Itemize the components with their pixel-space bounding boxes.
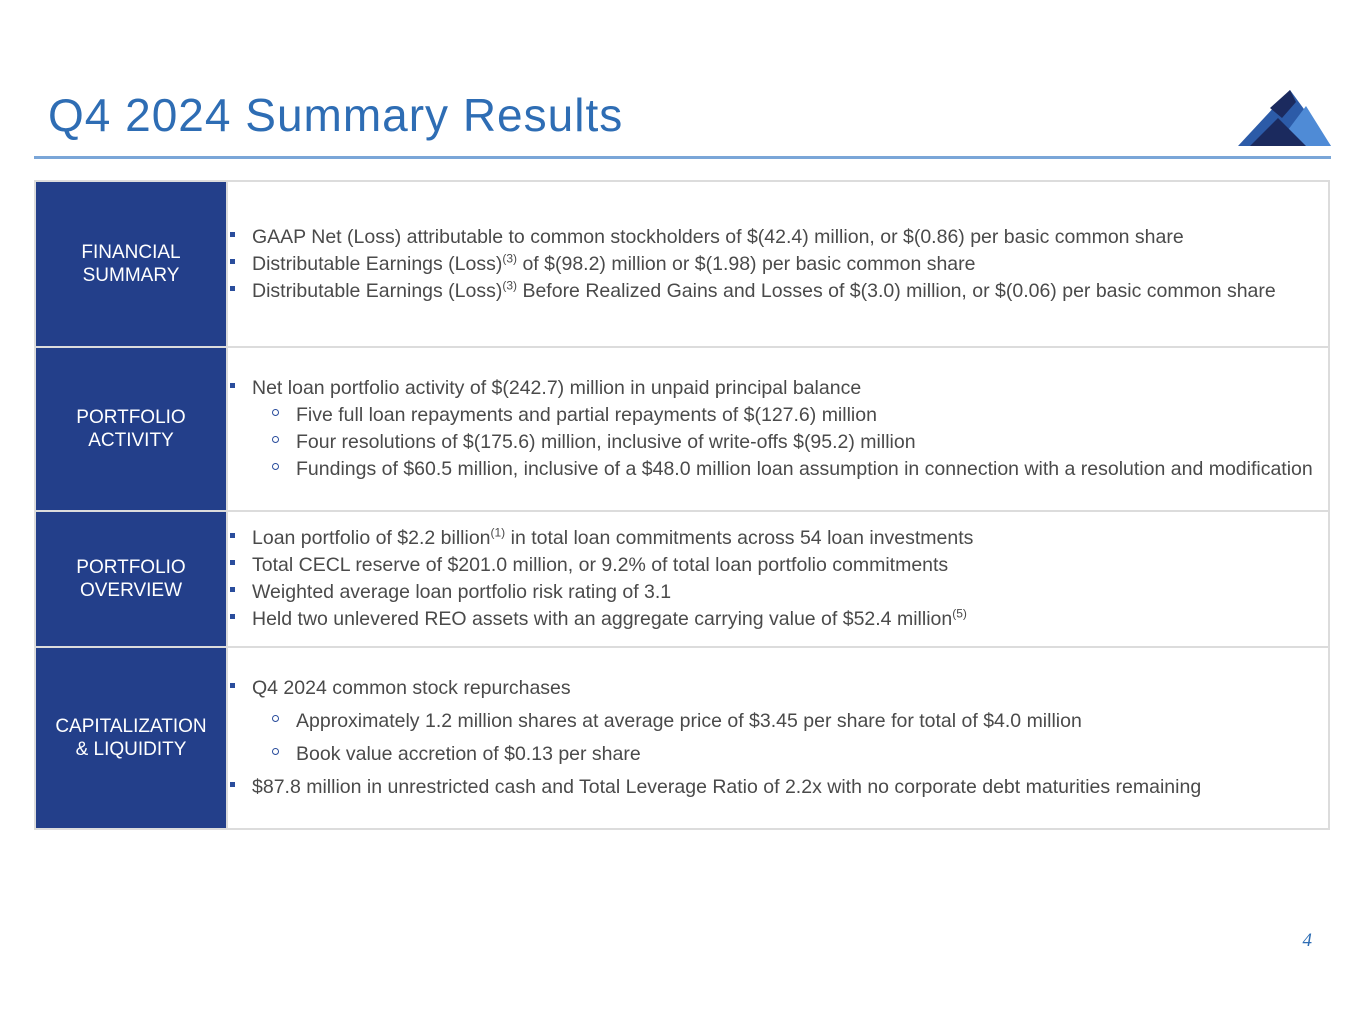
bullet-text: Book value accretion of $0.13 per share	[296, 743, 641, 765]
bullet-text: $87.8 million in unrestricted cash and Total Leverage Ratio of 2.2x with no corporate debt maturities remaining	[252, 776, 1202, 798]
bullet-text: Four resolutions of $(175.6) million, inclusive of write-offs $(95.2) million	[296, 431, 916, 453]
section-label: CAPITALIZATION & LIQUIDITY	[35, 647, 227, 829]
footnote-ref: (3)	[502, 278, 518, 292]
section-label: PORTFOLIO OVERVIEW	[35, 511, 227, 647]
page-number: 4	[1302, 930, 1312, 951]
section-portfolio-activity	[35, 347, 1329, 511]
list-item	[228, 675, 1328, 768]
section-body	[227, 647, 1329, 829]
summary-table	[34, 180, 1330, 830]
bullet-text: Held two unlevered REO assets with an aggregate carrying value of $52.4 million	[252, 608, 953, 630]
section-body	[227, 347, 1329, 511]
sub-list-item	[228, 708, 1328, 735]
sub-list-item	[228, 429, 1328, 456]
mountain-logo-icon	[1236, 88, 1332, 148]
sub-list-item	[228, 402, 1328, 429]
footnote-ref: (5)	[952, 606, 967, 621]
bullet-text: Distributable Earnings (Loss)	[252, 279, 503, 302]
bullet-text: Distributable Earnings (Loss)	[252, 252, 503, 275]
list-item	[228, 251, 1328, 278]
footnote-ref: (3)	[502, 251, 518, 265]
list-item	[228, 278, 1328, 305]
footnote-ref: (1)	[490, 525, 506, 540]
list-item	[228, 774, 1328, 801]
bullet-text: Total CECL reserve of $201.0 million, or 9.2% of total loan portfolio commitments	[252, 554, 949, 576]
bullet-text: Fundings of $60.5 million, inclusive of a $48.0 million loan assumption in connection with a resolution and modification	[296, 458, 1313, 480]
list-item	[228, 375, 1328, 483]
list-item	[228, 579, 1328, 606]
section-body	[227, 181, 1329, 347]
bullet-text: Five full loan repayments and partial repayments of $(127.6) million	[296, 404, 877, 426]
section-body	[227, 511, 1329, 647]
section-portfolio-overview	[35, 511, 1329, 647]
bullet-text: of $(98.2) million or $(1.98) per basic common share	[517, 252, 976, 275]
section-label: PORTFOLIO ACTIVITY	[35, 347, 227, 511]
bullet-text: Weighted average loan portfolio risk rating of 3.1	[252, 581, 672, 603]
section-financial-summary	[35, 181, 1329, 347]
page-title: Q4 2024 Summary Results	[48, 89, 624, 141]
list-item	[228, 224, 1328, 251]
section-label: FINANCIAL SUMMARY	[35, 181, 227, 347]
bullet-text: GAAP Net (Loss) attributable to common stockholders of $(42.4) million, or $(0.86) per basic common share	[252, 225, 1184, 248]
bullet-text: Before Realized Gains and Losses of $(3.0) million, or $(0.06) per basic common share	[517, 279, 1276, 302]
sub-list-item	[228, 741, 1328, 768]
title-divider	[34, 156, 1331, 159]
list-item	[228, 606, 1328, 633]
bullet-text: in total loan commitments across 54 loan investments	[505, 527, 974, 549]
list-item	[228, 525, 1328, 552]
list-item	[228, 552, 1328, 579]
bullet-text: Loan portfolio of $2.2 billion	[252, 527, 491, 549]
sub-list-item	[228, 456, 1328, 483]
bullet-text: Approximately 1.2 million shares at average price of $3.45 per share for total of $4.0 million	[296, 710, 1082, 732]
section-capitalization-liquidity	[35, 647, 1329, 829]
bullet-text: Net loan portfolio activity of $(242.7) million in unpaid principal balance	[252, 377, 862, 399]
bullet-text: Q4 2024 common stock repurchases	[252, 677, 571, 699]
